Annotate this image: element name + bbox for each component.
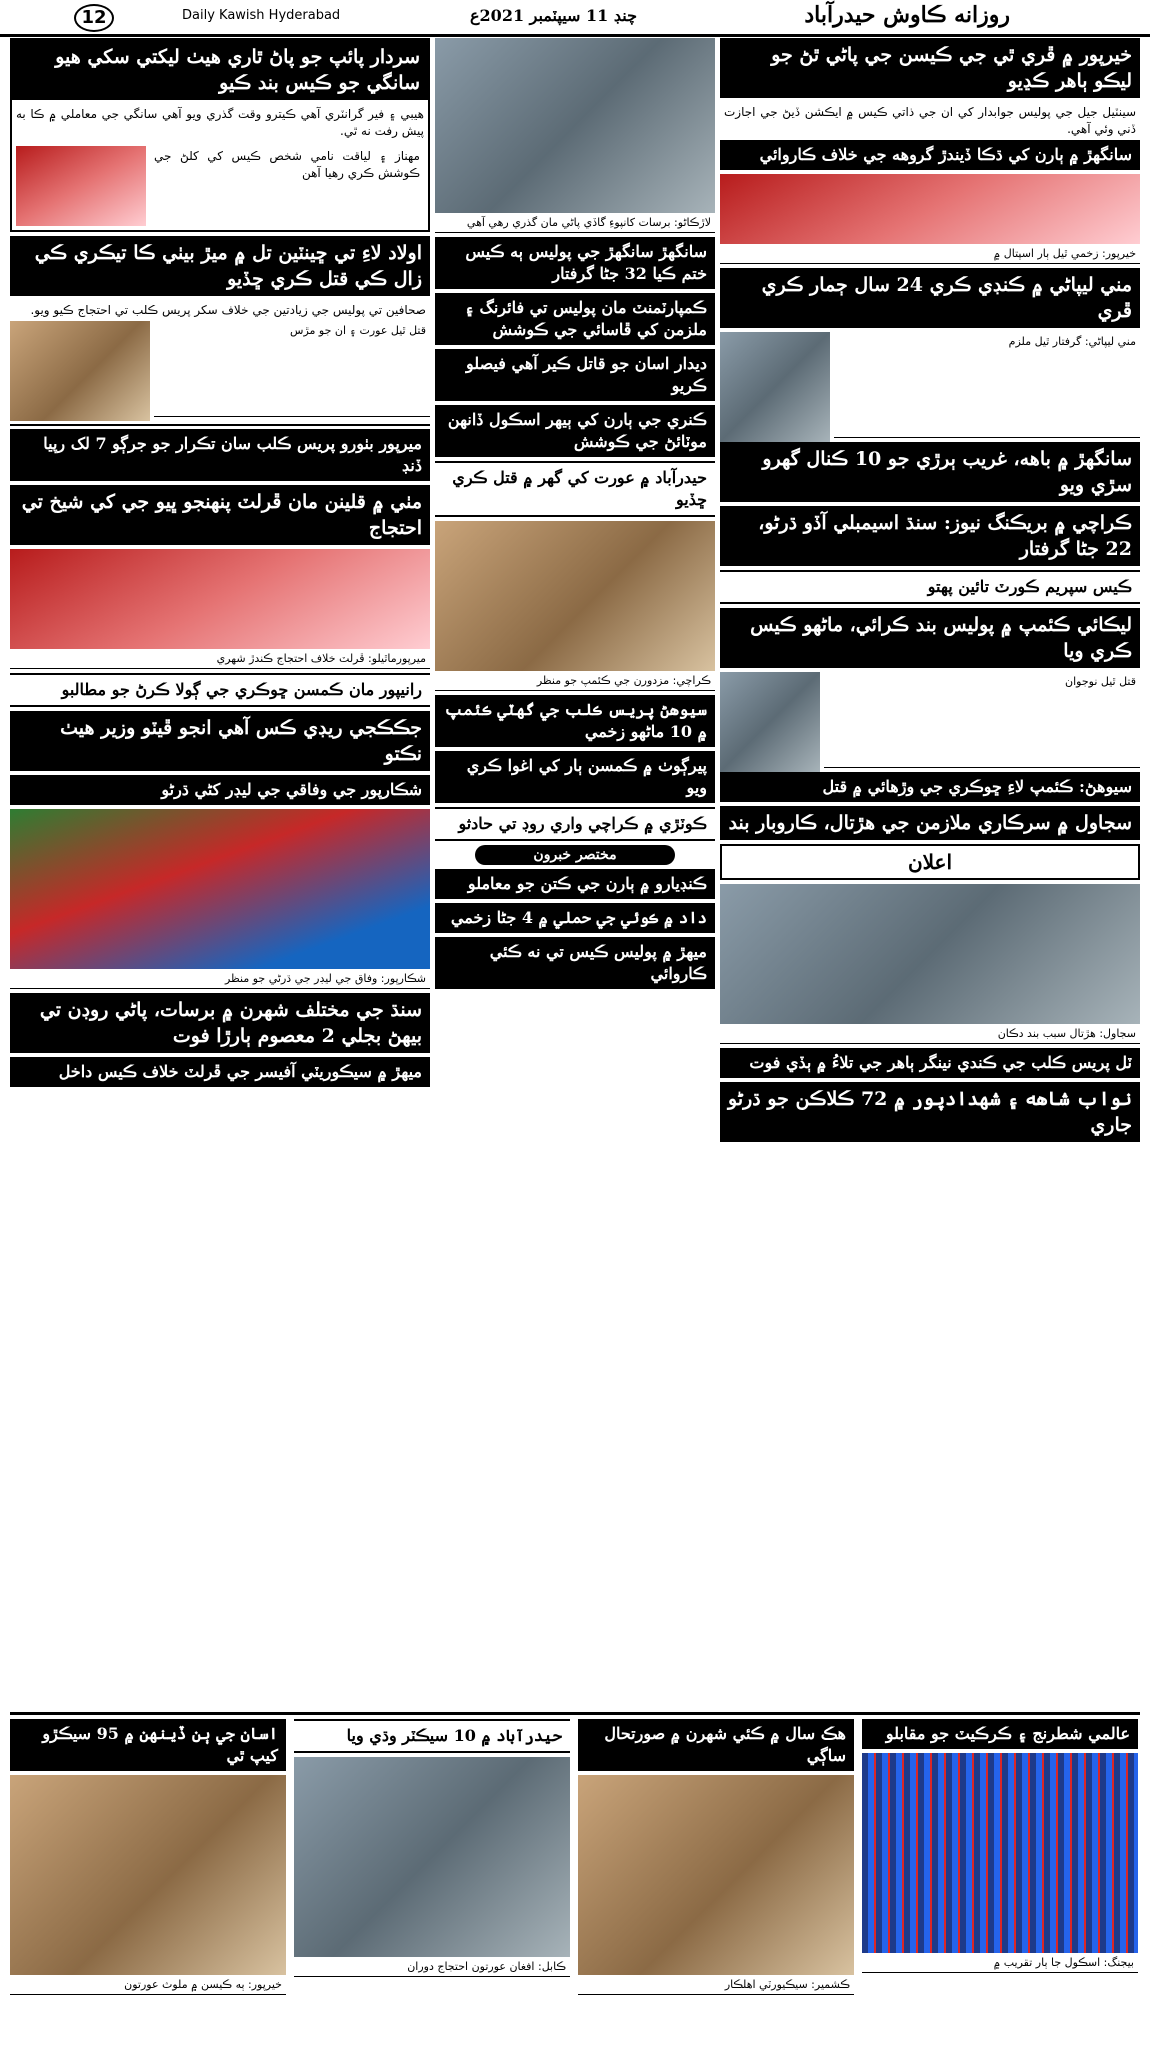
bottom3-headline: هڪ سال ۾ ڪئي شهرن ۾ صورتحال ساڳي <box>578 1719 854 1771</box>
bottom-strip <box>10 1712 1140 2060</box>
lead-headline: سردار پائپ جو پاڻ ٿاري هيٺ ليکتي سکي هيو سانگي جو ڪيس بند ڪيو <box>12 40 428 100</box>
story2-photo <box>10 321 150 421</box>
bottom1-headline: اسان جي ٻن ڏينهن ۾ 95 سيڪڙو کيپ ٿي <box>10 1719 286 1771</box>
story7-caption: شڪارپور: وفاق جي ليڊر جي ڌرڻي جو منظر <box>10 969 430 989</box>
story7-photo <box>10 809 430 969</box>
story8-headline: سنڌ جي مختلف شهرن ۾ برسات، پاڻي روڊن تي بيهڻ بجلي 2 معصوم ٻارڙا فوت <box>10 993 430 1053</box>
story9-headline: ميهڙ ۾ سيڪوريٽي آفيسر جي ڦرلٽ خلاف ڪيس داخل <box>10 1057 430 1087</box>
lead-caption: مهناز ۽ لياقت نامي شخص ڪيس کي کلڻ جي ڪوشش ڪري رهيا آهن <box>154 149 420 180</box>
bottom1-photo <box>10 1775 286 1975</box>
bottom-col-4 <box>862 1719 1138 1977</box>
left-column <box>10 38 430 1091</box>
masthead <box>0 0 1150 37</box>
lead-story-box <box>10 38 430 232</box>
right-lead-headline: خيرپور ۾ ڦري ٿي جي ڪيسن جي پاڻي ٿڻ جو ليڪو ٻاهر ڪڍيو <box>720 38 1140 98</box>
paper-name: روزانه ڪاوش حيدرآباد <box>804 2 1010 28</box>
bottom2-photo <box>294 1757 570 1957</box>
bottom3-photo <box>578 1775 854 1975</box>
camp-photo-caption: ڪراچي: مزدورن جي ڪئمپ جو منظر <box>435 671 715 691</box>
story4-photo <box>10 549 430 649</box>
story7-headline: شڪارپور جي وفاقي جي ليڊر کڻي ڌرڻو <box>10 775 430 805</box>
bottom-col-2 <box>294 1719 570 1981</box>
right-story4-headline: سانگهڙ ۾ باهه، غريب ٻرڙي جو 10 ڪنال گهرو سڙي ويو <box>720 442 1140 502</box>
story2-caption: قتل ٿيل عورت ۽ ان جو مڙس <box>154 321 430 417</box>
right-lead-body: سينٽيل جيل جي پوليس جوابدار کي ان جي ذاتي ڪيس ۾ ايڪشن ڏيڻ جي اجازت ڏني وئي آهي. <box>724 105 1136 136</box>
right-story8-headline: سيوهڻ: ڪئمپ لاءِ ڇوڪري جي وڙهائي ۾ قتل <box>720 772 1140 802</box>
bottom1-caption: خيرپور: ٻه ڪيسن ۾ ملوث عورتون <box>10 1975 286 1995</box>
right-story5-headline: ڪراچي ۾ بريڪنگ نيوز: سنڌ اسيمبلي آڏو ڌرڻو، 22 جڻا گرفتار <box>720 506 1140 566</box>
center-story11-headline: ميهڙ ۾ پوليس ڪيس تي نه ڪئي ڪاروائي <box>435 937 715 989</box>
bottom4-caption: بيجنگ: اسڪول جا ٻار تقريب ۾ <box>862 1953 1138 1973</box>
center-story6-headline: سيوهڻ پريس ڪلب جي گهٽي ڪئمپ ۾ 10 ماڻهو زخمي <box>435 695 715 747</box>
camp-photo <box>435 521 715 671</box>
bottom-col-1 <box>10 1719 286 1999</box>
center-story9-headline: ڪنڊيارو ۾ ٻارن جي ڪتن جو معاملو <box>435 869 715 899</box>
right-story2-photo <box>720 174 1140 244</box>
bottom2-caption: ڪابل: افغان عورتون احتجاج دوران <box>294 1957 570 1977</box>
strike-photo <box>720 884 1140 1024</box>
victim-photo <box>720 672 820 772</box>
story6-headline: جڪڪجي ريڊي ڪس آهي انجو ڦيٽو وزير هيٺ نڪتو <box>10 711 430 771</box>
right-column <box>720 38 1140 1146</box>
center-story4-headline: ڪنري جي ٻارن کي ٻيهر اسڪول ڏانهن موٽائڻ جي ڪوشش <box>435 405 715 457</box>
center-story5-headline: حيدرآباد ۾ عورت کي گهر ۾ قتل ڪري ڇڏيو <box>435 461 715 517</box>
bottom4-headline: عالمي شطرنج ۽ ڪرڪيٽ جو مقابلو <box>862 1719 1138 1749</box>
strike-photo-caption: سجاول: هڙتال سبب بند دڪان <box>720 1024 1140 1044</box>
bottom2-headline: حيدرآباد ۾ 10 سيڪٽر وڌي ويا <box>294 1719 570 1753</box>
right-story10-headline: ٽل پريس ڪلب جي ڪندي نينگر ٻاهر جي تلاءُ ۾ ٻڏي فوت <box>720 1048 1140 1078</box>
right-story2-headline: سانگهڙ ۾ ٻارن کي ڌڪا ڏيندڙ گروهه جي خلاف ڪاروائي <box>720 140 1140 170</box>
story2-headline: اولاد لاءِ تي ڇينٽين تل ۾ ميڙ بيٺي ڪا تيڪري ڪي زال ڪي قتل ڪري ڇڏيو <box>10 236 430 296</box>
ad-label: اعلان <box>720 844 1140 880</box>
page-number: 12 <box>74 4 114 32</box>
issue-date: چنڊ 11 سيپٽمبر 2021ع <box>470 6 637 25</box>
bottom-col-3 <box>578 1719 854 1999</box>
center-column <box>435 38 715 993</box>
story3-headline: ميرپور بٺورو پريس ڪلب سان تڪرار جو جرڳو 7 لک رپيا ڏنڊ <box>10 429 430 481</box>
flood-photo-caption: لاڙڪاڻو: برسات کانپوءِ گاڏي پاڻي مان گذري رهي آهي <box>435 213 715 233</box>
bottom3-caption: ڪشمير: سيڪيورٽي اهلڪار <box>578 1975 854 1995</box>
center-story7-headline: پيرڳوٺ ۾ ڪمسن ٻار کي اغوا ڪري ويو <box>435 751 715 803</box>
lead-body: هيبي ۽ فير گرانٽري آهي ڪيترو وقت گذري ويو آهي سانگي جي معاملي ۾ ڪا به پيش رفت نه ٿي. <box>16 107 424 138</box>
right-story11-headline: نواب شاهه ۽ شهدادپور ۾ 72 ڪلاڪن جو ڌرڻو جاري <box>720 1082 1140 1142</box>
right-story3-headline: مني ليپاڻي ۾ ڪنڊي ڪري 24 سال ڄمار ڪري ڦري <box>720 268 1140 328</box>
right-story6-headline: ڪيس سپريم ڪورٽ تائين پهتو <box>720 570 1140 604</box>
right-story2-caption: خيرپور: زخمي ٿيل ٻار اسپتال ۾ <box>720 244 1140 264</box>
flood-photo <box>435 38 715 213</box>
short-news-tag: مختصر خبرون <box>475 845 675 865</box>
center-story10-headline: داد ۾ ڪوئي جي حملي ۾ 4 جڻا زخمي <box>435 903 715 933</box>
lead-photo <box>16 146 146 226</box>
bottom4-photo <box>862 1753 1138 1953</box>
story2-body: صحافين تي پوليس جي زيادتين جي خلاف سکر پريس ڪلب تي احتجاج ڪيو ويو. <box>30 303 426 317</box>
suspect-caption: مني ليپاڻي: گرفتار ٿيل ملزم <box>834 332 1140 438</box>
center-story1-headline: سانگهڙ سانگهڙ جي پوليس ٻه ڪيس ختم ڪيا 32 جڻا گرفتار <box>435 237 715 289</box>
right-story7-headline: ليڪائي ڪئمپ ۾ پوليس بند ڪرائي، ماڻهو ڪيس ڪري ويا <box>720 608 1140 668</box>
right-story9-headline: سجاول ۾ سرڪاري ملازمن جي هڙتال، ڪاروبار بند <box>720 806 1140 840</box>
center-story8-headline: ڪوٽڙي ۾ ڪراچي واري روڊ تي حادثو <box>435 807 715 841</box>
story4-headline: مٺي ۾ قلينن مان ڦرلٽ پنهنجو ڀيو جي کي شيخ تي احتجاج <box>10 485 430 545</box>
story5-headline: رانيپور مان ڪمسن ڇوڪري جي ڳولا ڪرڻ جو مطالبو <box>10 673 430 707</box>
story4-caption: ميرپورماٿيلو: ڦرلٽ خلاف احتجاج ڪندڙ شهري <box>10 649 430 669</box>
center-story2-headline: ڪمپارٽمنٽ مان پوليس تي فائرنگ ۽ ملزمن کي ڦاسائي جي ڪوشش <box>435 293 715 345</box>
center-story3-headline: ديدار اسان جو قاتل ڪير آهي فيصلو ڪريو <box>435 349 715 401</box>
victim-caption: قتل ٿيل نوجوان <box>824 672 1140 768</box>
suspect-photo <box>720 332 830 442</box>
daily-label: Daily Kawish Hyderabad <box>182 8 341 23</box>
